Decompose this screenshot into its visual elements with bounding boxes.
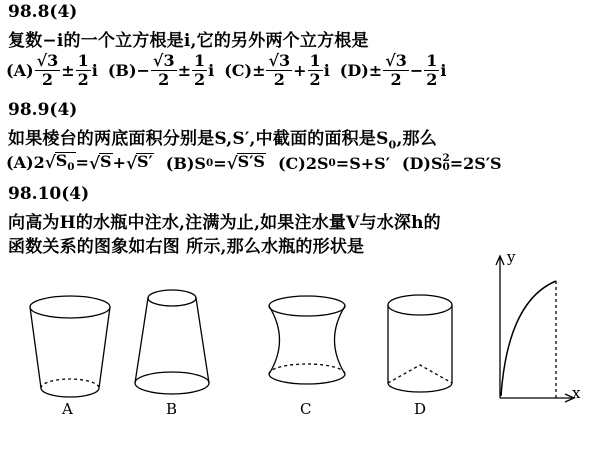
q3-line2: 函数关系的图象如右图 所示,那么水瓶的形状是 bbox=[8, 237, 365, 257]
q2-options bbox=[6, 150, 502, 176]
label-d: D bbox=[414, 400, 427, 418]
q1-text: 复数−i的一个立方根是i,它的另外两个立方根是 bbox=[8, 31, 369, 51]
curve bbox=[501, 281, 556, 396]
option-label: (D) bbox=[339, 60, 369, 80]
fraction: $\frac{1}{2}$ bbox=[309, 50, 321, 89]
fraction: $\frac{√3}{2}$ bbox=[385, 50, 407, 89]
q2-text: 如果棱台的两底面积分别是S,S′,中截面的面积是$S_0$,那么 bbox=[8, 129, 437, 152]
bottle-c bbox=[269, 296, 345, 384]
q1-option-d: (D) ± $\frac{√3}{2}$ − $\frac{1}{2}$ i bbox=[339, 50, 447, 89]
q3-number: 98.10(4) bbox=[8, 184, 90, 204]
q2-option-c: (C) 2S 0 =S+S′ bbox=[277, 153, 390, 173]
fraction: $\frac{1}{2}$ bbox=[426, 50, 438, 89]
graph-y-label: y bbox=[507, 248, 516, 266]
graph bbox=[496, 256, 574, 402]
q3-line1: 向高为H的水瓶中注水,注满为止,如果注水量V与水深h的 bbox=[8, 213, 441, 233]
option-label: (B) bbox=[107, 60, 137, 80]
option-label: (A) bbox=[6, 60, 34, 80]
q1-option-b: (B) − $\frac{√3}{2}$ ± $\frac{1}{2}$ i bbox=[107, 50, 215, 89]
bottle-figures bbox=[0, 248, 600, 450]
graph-x-label: x bbox=[572, 384, 581, 402]
bottle-b bbox=[135, 290, 209, 394]
fraction: $\frac{1}{2}$ bbox=[77, 50, 89, 89]
q1-option-a: (A) $\frac{√3}{2}$ ± $\frac{1}{2}$ i bbox=[6, 50, 98, 89]
q1-options bbox=[6, 50, 446, 90]
fraction: $\frac{√3}{2}$ bbox=[268, 50, 291, 89]
fraction: $\frac{√3}{2}$ bbox=[152, 50, 175, 89]
option-label: (C) bbox=[224, 60, 253, 80]
q2-option-a: (A) 2 √ $S_0$ = √ S + √ S′ bbox=[6, 151, 153, 174]
q1-option-c: (C) ± $\frac{√3}{2}$ + $\frac{1}{2}$ i bbox=[224, 50, 330, 89]
q2-option-d: (D) S 2 0 =2S′S bbox=[401, 151, 502, 173]
label-c: C bbox=[300, 400, 312, 418]
q2-option-b: (B) S 0 = √ S′S bbox=[165, 152, 265, 173]
bottle-a bbox=[30, 296, 110, 397]
sqrt: √ S′S bbox=[226, 152, 265, 173]
sqrt: √ $S_0$ bbox=[44, 151, 75, 174]
fraction: $\frac{1}{2}$ bbox=[193, 50, 206, 89]
label-a: A bbox=[62, 400, 73, 418]
q1-number: 98.8(4) bbox=[8, 2, 78, 22]
sqrt: √ S bbox=[88, 151, 112, 173]
sqrt: √ S′ bbox=[125, 151, 153, 173]
q2-number: 98.9(4) bbox=[8, 100, 78, 120]
label-b: B bbox=[166, 400, 178, 418]
bottle-d bbox=[388, 295, 452, 392]
fraction: $\frac{√3}{2}$ bbox=[36, 50, 59, 89]
